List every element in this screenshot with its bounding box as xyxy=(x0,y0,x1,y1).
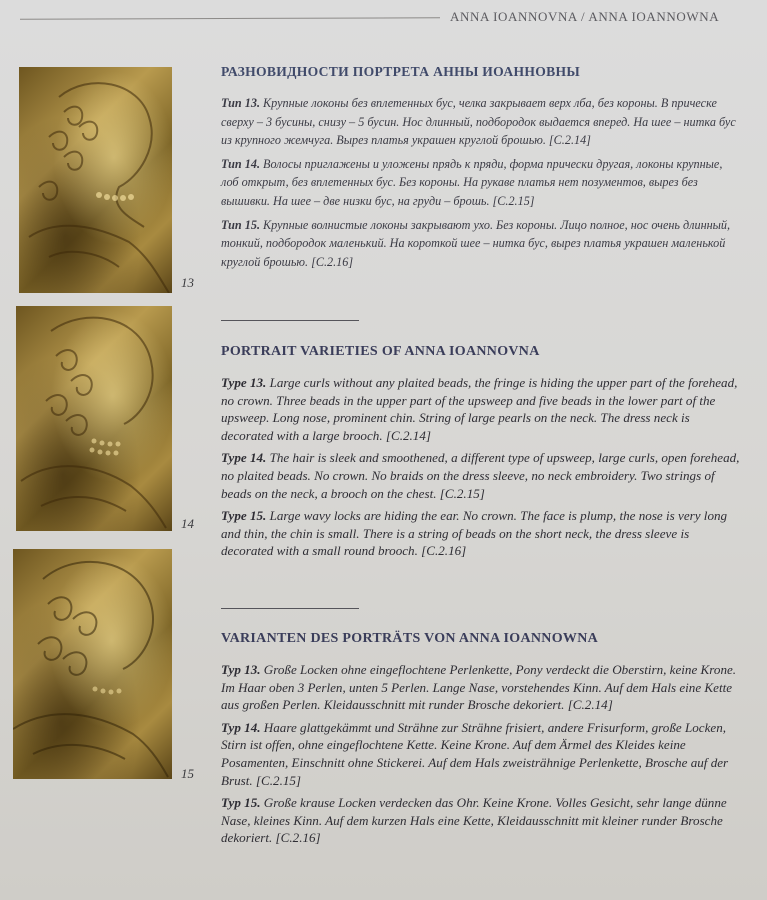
type-description: Крупные волнистые локоны закрывают ухо. Без короны. Лицо полное, нос очень длинный, тонкий, подбородок маленький. На короткой шее – нитка бус, вырез платья украшен маленькой круглой брошью. [C.2.16] xyxy=(221,217,731,269)
type-description: Волосы приглажены и уложены прядь к пряди, форма прически другая, локоны крупные, лоб открыт, без вплетенных бус. Без короны. На рукаве платья нет позументов, вырез без вышивки. На шее – две низки бус, на груди – брошь. [C.2.15] xyxy=(221,156,723,208)
figure-number-13: 13 xyxy=(181,275,194,290)
type-description: The hair is sleek and smoothened, a different type of upsweep, large curls, open forehead, no plaited beads. No crown. No braids on the dress sleeve, no neck embroidery. Two strings of beads on the neck, a brooch on the chest. [C.2.15] xyxy=(221,450,740,501)
paragraph-en-13 xyxy=(221,374,741,444)
type-label: Type 13. xyxy=(221,375,267,390)
section-title-en: PORTRAIT VARIETIES OF ANNA IOANNOVNA xyxy=(221,344,540,359)
type-description: Large curls without any plaited beads, the fringe is hiding the upper part of the forehead, no crown. Three beads in the upper part of the upsweep and five beads in the lower part of the upsweep. Long nose, prominent chin. String of large pearls on the neck. The dress neck is decorated with a large brooch. [C.2.14] xyxy=(221,375,738,443)
paragraph-de-13 xyxy=(221,661,741,714)
running-title: ANNA IOANNOVNA / ANNA IOANNOWNA xyxy=(450,9,720,24)
portrait-13-relief xyxy=(19,67,172,293)
portrait-14-relief xyxy=(16,306,172,531)
section-divider xyxy=(221,320,359,321)
header-rule xyxy=(20,17,440,19)
paragraph-ru-15 xyxy=(221,216,741,272)
type-label: Type 15. xyxy=(221,508,267,524)
type-description: Haare glattgekämmt und Strähne zur Strähne frisiert, andere Frisurform, große Locken, Stirn ist offen, ohne eingeflochtene Kette. Keine Krone. Auf dem Ärmel des Kleides keine Posamenten, Einschnitt ohne Stickerei. Auf dem Hals zweisträhnige Perlenkette, Brosche auf der Brust. [C.2.15] xyxy=(221,719,729,788)
figure-number-14: 14 xyxy=(181,516,194,531)
coin-portrait-13 xyxy=(19,67,172,293)
coin-portrait-15 xyxy=(13,549,172,779)
paragraph-de-15 xyxy=(221,794,741,847)
paragraph-de-14 xyxy=(221,719,741,789)
type-description: Große Locken ohne eingeflochtene Perlenkette, Pony verdeckt die Oberstirn, keine Krone. Im Haar oben 3 Perlen, unten 5 Perlen. Lange Nase, vorstehendes Kinn. Auf dem Hals eine Kette aus großen Perlen. Kleidausschnitt mit runder Brosche dekoriert. [C.2.14] xyxy=(221,662,737,713)
type-description: Große krause Locken verdecken das Ohr. Keine Krone. Volles Gesicht, sehr lange dünne Nase, kleines Kinn. Auf dem kurzen Hals eine Kette, Kleidausschnitt mit kleiner runder Brosche dekoriert. [C.2.16] xyxy=(221,795,727,846)
type-label: Typ 14. xyxy=(221,719,261,735)
type-label: Тип 13. xyxy=(221,96,260,110)
type-label: Тип 15. xyxy=(221,217,260,232)
section-title-ru: РАЗНОВИДНОСТИ ПОРТРЕТА АННЫ ИОАННОВНЫ xyxy=(221,64,580,79)
section-divider xyxy=(221,608,359,609)
paragraph-en-15 xyxy=(221,507,741,560)
paragraph-en-14 xyxy=(221,449,741,502)
portrait-15-relief xyxy=(13,549,172,779)
type-description: Large wavy locks are hiding the ear. No crown. The face is plump, the nose is very long and thin, the chin is small. There is a string of beads on the short neck, the dress sleeve is decorated with a small round brooch. [C.2.16] xyxy=(221,508,728,559)
type-label: Type 14. xyxy=(221,450,267,466)
section-russian xyxy=(221,64,741,276)
type-description: Крупные локоны без вплетенных бус, челка закрывает верх лба, без короны. В прическе сверху – 3 бусины, снизу – 5 бусин. Нос длинный, подбородок выдается вперед. На шее – нитка бус из крупного жемчуга. Вырез платья украшен круглой брошью. [C.2.14] xyxy=(221,96,736,148)
section-english xyxy=(221,344,741,565)
section-german xyxy=(221,631,741,852)
type-label: Typ 15. xyxy=(221,795,261,811)
paragraph-ru-13 xyxy=(221,94,741,150)
type-label: Typ 13. xyxy=(221,662,261,677)
section-title-de: VARIANTEN DES PORTRÄTS VON ANNA IOANNOWNA xyxy=(221,631,599,646)
figure-number-15: 15 xyxy=(181,766,194,781)
coin-portrait-14 xyxy=(16,306,172,531)
type-label: Тип 14. xyxy=(221,156,260,171)
paragraph-ru-14 xyxy=(221,155,741,211)
